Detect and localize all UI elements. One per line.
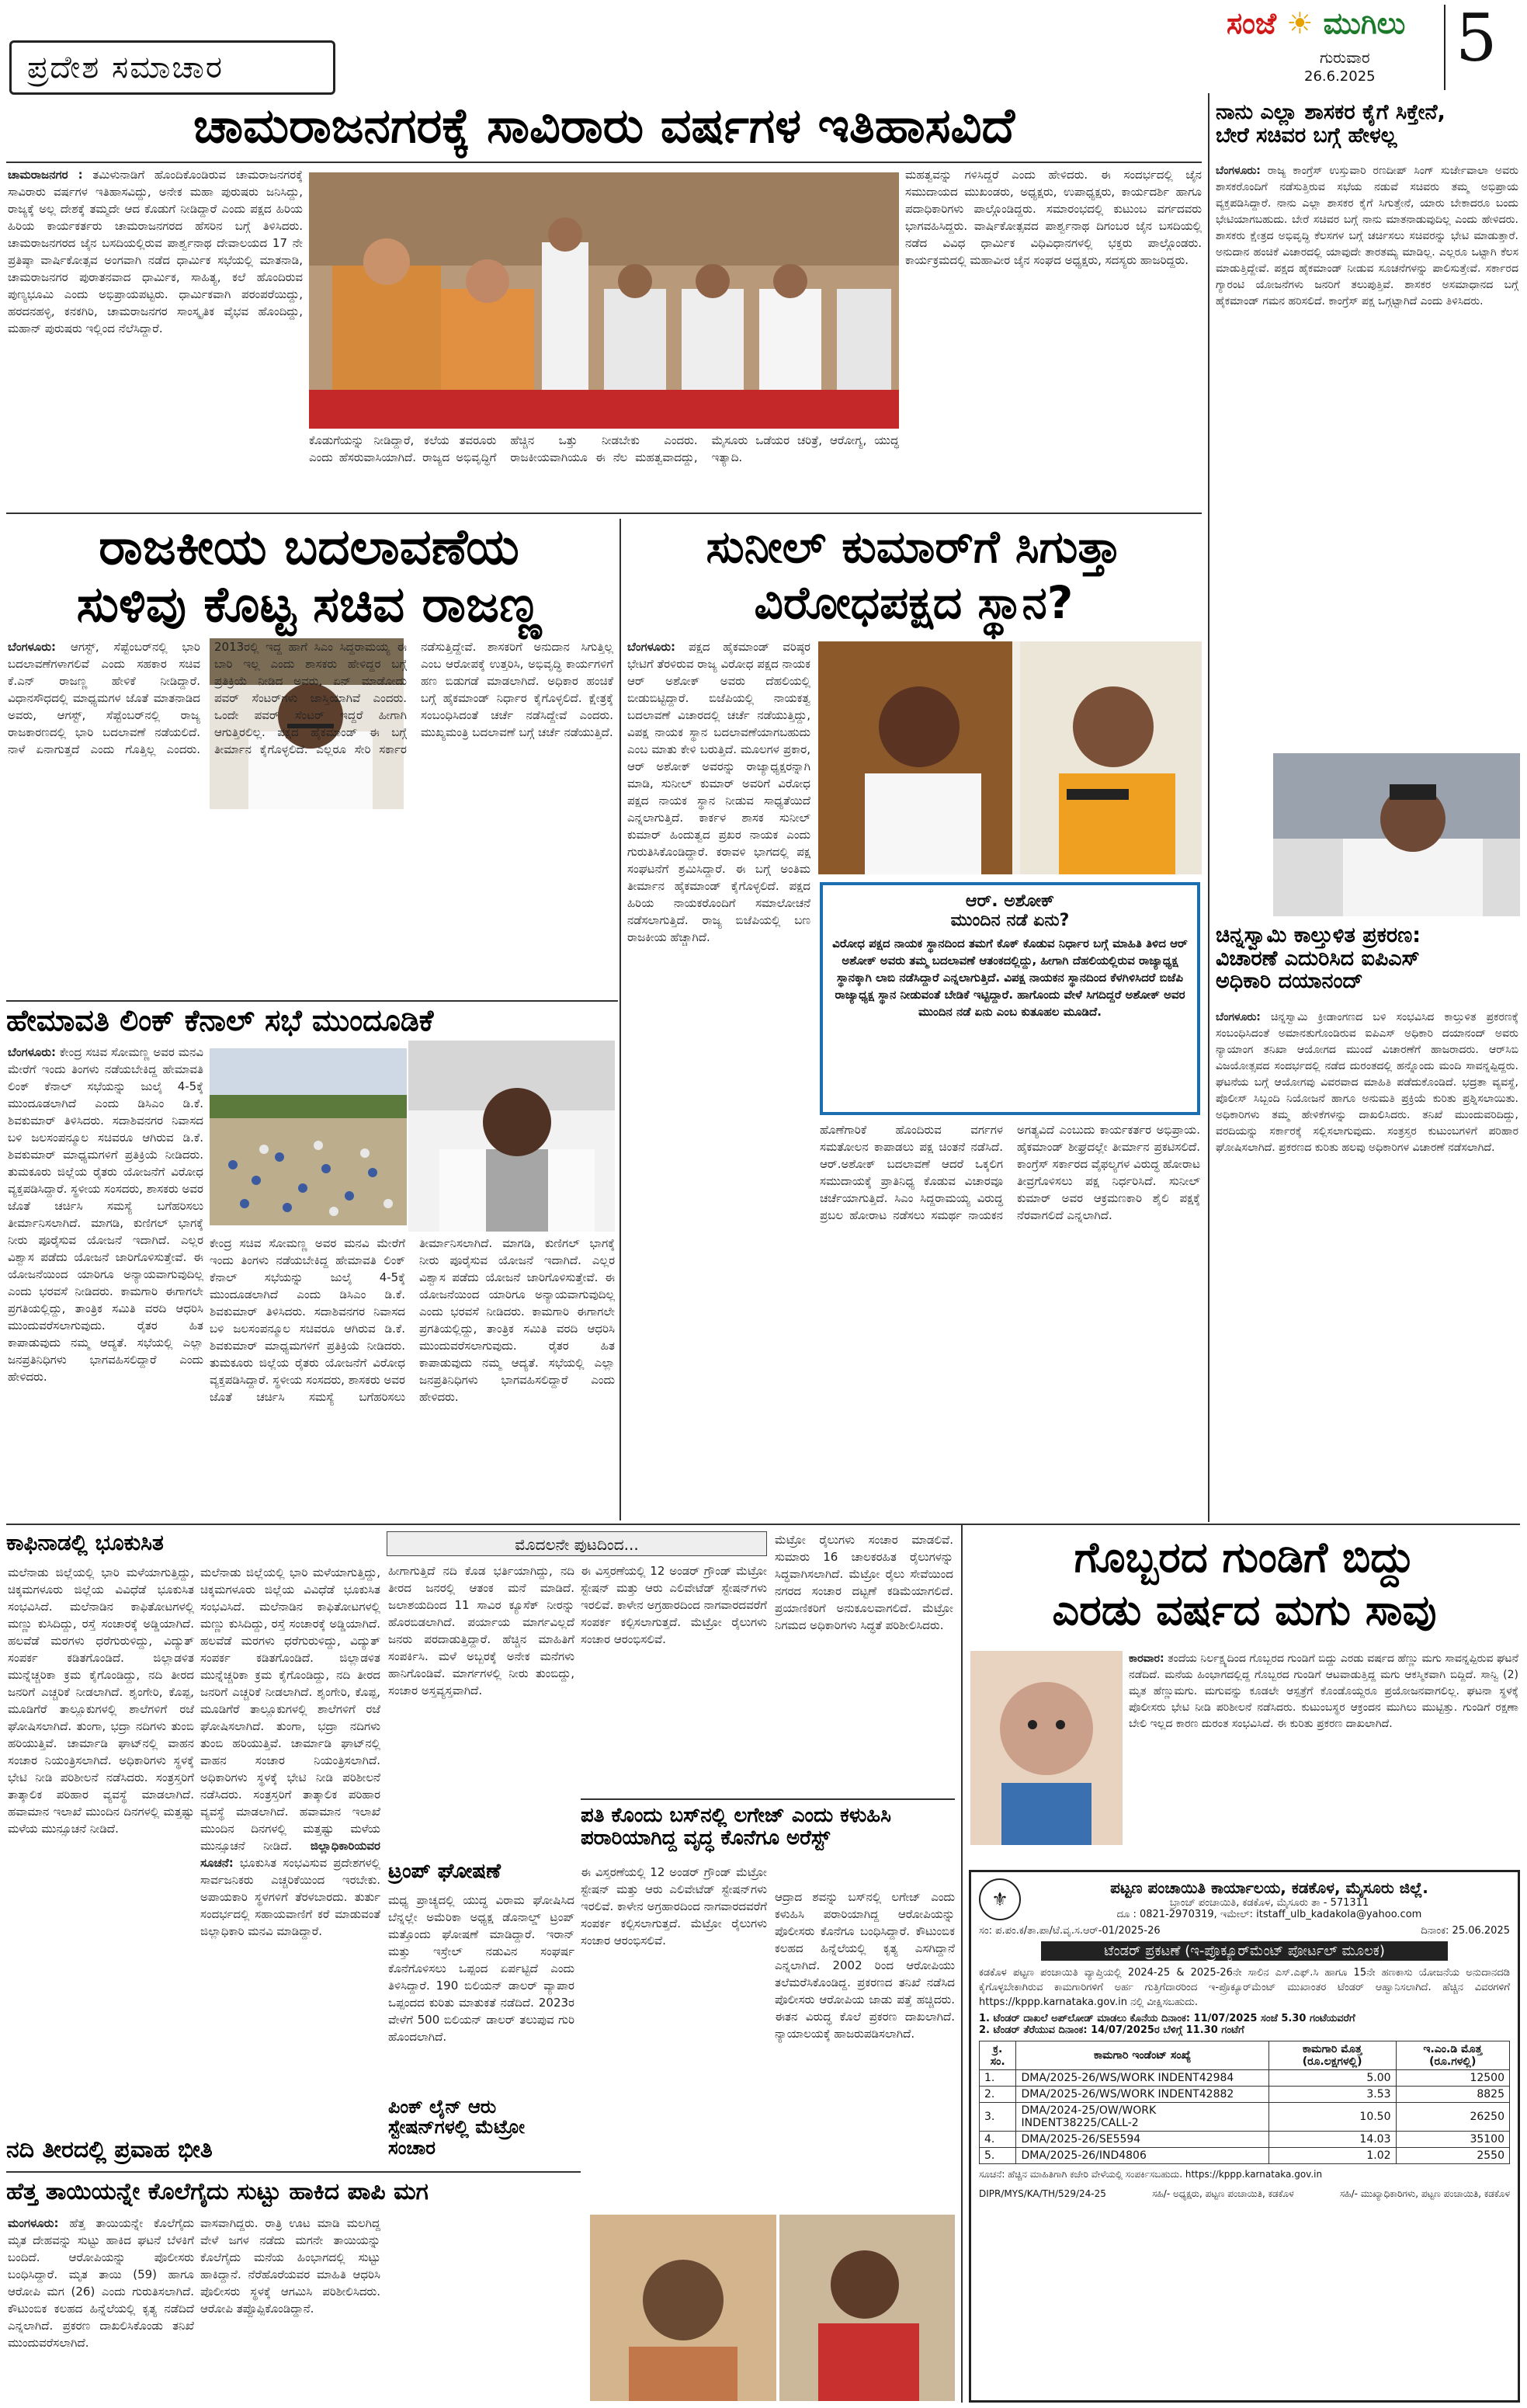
story1-col2: ಕೊಡುಗೆಯನ್ನು ನೀಡಿದ್ದಾರೆ, ಕಲೆಯ ತವರೂರು ಎಂದು ಹೆಸರುವಾಸಿಯಾಗಿದೆ. ರಾಜ್ಯದ ಅಭಿವೃದ್ಧಿಗೆ ಹೆಚ್ಚಿನ ಒತ್ತು ನೀಡಬೇಕು ಎಂದರು. ರಾಜಕೀಯವಾಗಿಯೂ ಈ ನೆಲ ಮಹತ್ವವಾದದ್ದು, ಮೈಸೂರು ಒಡೆಯರ ಚರಿತ್ರೆ, ಆರೋಗ್ಯ, ಯುದ್ಧ ಇತ್ಯಾದಿ.: [309, 433, 899, 464]
cell-serial: 3.: [980, 2103, 1016, 2132]
sun-icon: ☀: [1286, 6, 1314, 40]
cell-emd: 35100: [1396, 2132, 1509, 2148]
story2b-headline-line2: ವಿಚಾರಣೆ ಎದುರಿಸಿದ ಐಪಿಎಸ್: [1216, 946, 1420, 971]
photo-canal-crowd: [210, 1048, 407, 1225]
dateline: ಬೆಂಗಳೂರು:: [1216, 1011, 1261, 1023]
story6b-headline2: ಹೆತ್ತ ತಾಯಿಯನ್ನೇ ಕೊಲೆಗೈದು ಸುಟ್ಟು ಹಾಕಿದ ಪಾಪಿ ಮಗ: [6, 2178, 429, 2205]
continued-text3: ಈ ವಿಸ್ತರಣೆಯಲ್ಲಿ 12 ಅಂಡರ್ ಗ್ರೌಂಡ್ ಮೆಟ್ರೋ ಸ್ಟೇಷನ್ ಮತ್ತು ಆರು ಎಲಿವೇಟೆಡ್ ಸ್ಟೇಷನ್‌ಗಳು ಇರಲಿವೆ. ಕಾಳೇನ ಅಗ್ರಹಾರದಿಂದ ನಾಗವಾರದವರೆಗೆ ಸಂಪರ್ಕ ಕಲ್ಪಿಸಲಾಗುತ್ತದೆ. ಮೆಟ್ರೋ ರೈಲುಗಳು ಸಂಚಾರ ಆರಂಭಿಸಲಿವೆ.: [581, 1564, 767, 1646]
story1-col1: [8, 166, 303, 508]
photo-accused-man: [779, 2215, 955, 2401]
story6-headline: ಕಾಫಿನಾಡಲ್ಲಿ ಭೂಕುಸಿತ: [6, 1530, 164, 1555]
dateline: ಮಂಗಳೂರು:: [8, 2216, 59, 2230]
tender-deadline1: 1. ಟೆಂಡರ್ ದಾಖಲೆ ಅಪ್‌ಲೋಡ್ ಮಾಡಲು ಕೊನೆಯ ದಿನಾಂಕ: 11/07/2025 ಸಂಜೆ 5.30 ಗಂಟೆಯವರೆಗೆ: [979, 2013, 1355, 2024]
cell-indent: DMA/2024-25/OW/WORK INDENT38225/CALL-2: [1016, 2103, 1268, 2132]
divider: [581, 1798, 955, 1800]
story7-col-a: ಮೆಟ್ರೋ ರೈಲುಗಳು ಸಂಚಾರ ಮಾಡಲಿವೆ. ಸುಮಾರು 16 ಚಾಲಕರಹಿತ ರೈಲುಗಳನ್ನು ಸಿದ್ಧವಾಗಿಸಲಾಗಿದೆ. ಮೆಟ್ರೋ ರೈಲು ಸೇವೆಯಿಂದ ನಗರದ ಸಂಚಾರ ದಟ್ಟಣೆ ಕಡಿಮೆಯಾಗಲಿದೆ. ಪ್ರಯಾಣಿಕರಿಗೆ ಅನುಕೂಲವಾಗಲಿದೆ. ಮೆಟ್ರೋ ನಿಗಮದ ಅಧಿಕಾರಿಗಳು ಸಿದ್ಧತೆ ಪರಿಶೀಲಿಸಿದರು.: [775, 1533, 953, 1632]
story3-text: ಆಗಸ್ಟ್, ಸೆಪ್ಟೆಂಬರ್‌ನಲ್ಲಿ ಭಾರಿ ಬದಲಾವಣೆಗಳಾಗಲಿವೆ ಎಂದು ಸಹಕಾರ ಸಚಿವ ಕೆ.ಎನ್ ರಾಜಣ್ಣ ಹೇಳಿಕೆ ನೀಡಿದ್ದಾರೆ. ವಿಧಾನಸೌಧದಲ್ಲಿ ಮಾಧ್ಯಮಗಳ ಜೊತೆ ಮಾತನಾಡಿದ ಅವರು, ಆಗಸ್ಟ್, ಸೆಪ್ಟೆಂಬರ್‌ನಲ್ಲಿ ರಾಜ್ಯ ರಾಜಕಾರಣದಲ್ಲಿ ಭಾರಿ ಬದಲಾವಣೆ ನಡೆಯಲಿದೆ. ನಾಳೆ ಏನಾಗುತ್ತದೆ ಎಂದು ಗೊತ್ತಿಲ್ಲ ಎಂದರು. 2013ರಲ್ಲಿ ಇದ್ದ ಹಾಗೆ ಸಿಎಂ ಸಿದ್ದರಾಮಯ್ಯ ಈ ಬಾರಿ ಇಲ್ಲ ಎಂದು ಶಾಸಕರು ಹೇಳಿದ್ದರ ಬಗ್ಗೆ ಪ್ರತಿಕ್ರಿಯೆ ನೀಡಿದ ಅವರು, ಏನ್ ಮಾಡೋದು ಪವರ್ ಸೆಂಟರ್‌ಗಳು ಜಾಸ್ತಿಯಾಗಿವೆ ಎಂದರು. ಒಂದೇ ಪವರ್ ಸೆಂಟರ್ ಇದ್ದರೆ ಹೀಗಾಗಿ ಆಗುತ್ತಿರಲಿಲ್ಲ. ಪಕ್ಷದ ಹೈಕಮಾಂಡ್ ಈ ಬಗ್ಗೆ ತೀರ್ಮಾನ ಕೈಗೊಳ್ಳಲಿದೆ. ಎಲ್ಲರೂ ಸೇರಿ ಸರ್ಕಾರ ನಡೆಸುತ್ತಿದ್ದೇವೆ. ಶಾಸಕರಿಗೆ ಅನುದಾನ ಸಿಗುತ್ತಿಲ್ಲ ಎಂಬ ಆರೋಪಕ್ಕೆ ಉತ್ತರಿಸಿ, ಅಭಿವೃದ್ಧಿ ಕಾರ್ಯಗಳಿಗೆ ಹಣ ಬಿಡುಗಡೆ ಮಾಡಲಾಗಿದೆ. ಅಧಿಕಾರ ಹಂಚಿಕೆ ಬಗ್ಗೆ ಹೈಕಮಾಂಡ್ ನಿರ್ಧಾರ ಕೈಗೊಳ್ಳಲಿದೆ. ಕ್ಷೇತ್ರಕ್ಕೆ ಸಂಬಂಧಿಸಿದಂತೆ ಚರ್ಚೆ ನಡೆಸಿದ್ದೇವೆ ಎಂದರು. ಮುಖ್ಯಮಂತ್ರಿ ಬದಲಾವಣೆ ಬಗ್ಗೆ ಚರ್ಚೆ ನಡೆಯುತ್ತಿದೆ.: [8, 640, 613, 756]
cell-emd: 12500: [1396, 2070, 1509, 2087]
tender-title: [1041, 1941, 1448, 1961]
story6b-body-b: ವಾಸವಾಗಿದ್ದರು. ರಾತ್ರಿ ಊಟ ಮಾಡಿ ಮಲಗಿದ್ದ ವೇಳೆ ಜಗಳ ನಡೆದು ಮಗನೇ ತಾಯಿಯನ್ನು ಕೊಲೆಗೈದು ಮನೆಯ ಹಿಂಭಾಗದಲ್ಲಿ ಸುಟ್ಟು ಹಾಕಿದ್ದಾನೆ. ನೆರೆಹೊರೆಯವರ ಮಾಹಿತಿ ಆಧರಿಸಿ ಪೊಲೀಸರು ಸ್ಥಳಕ್ಕೆ ಆಗಮಿಸಿ ಪರಿಶೀಲಿಸಿದರು. ಆರೋಪಿ ತಪ್ಪೊಪ್ಪಿಕೊಂಡಿದ್ದಾನೆ.: [200, 2216, 380, 2316]
story2-text: ರಾಜ್ಯ ಕಾಂಗ್ರೆಸ್ ಉಸ್ತುವಾರಿ ರಣದೀಪ್ ಸಿಂಗ್ ಸುರ್ಜೇವಾಲಾ ಅವರು ಶಾಸಕರೊಂದಿಗೆ ನಡೆಸುತ್ತಿರುವ ಸಭೆಯ ನಡುವೆ ಸಚಿವರು ತಮ್ಮ ಅಭಿಪ್ರಾಯ ವ್ಯಕ್ತಪಡಿಸಿದ್ದಾರೆ. ನಾನು ಎಲ್ಲಾ ಶಾಸಕರ ಕೈಗೆ ಸಿಗುತ್ತೇನೆ, ಯಾರು ಬೇಕಾದರೂ ಬಂದು ಭೇಟಿಯಾಗಬಹುದು. ಬೇರೆ ಸಚಿವರ ಬಗ್ಗೆ ನಾನು ಮಾತನಾಡುವುದಿಲ್ಲ ಎಂದು ಹೇಳಿದರು. ಶಾಸಕರು ಕ್ಷೇತ್ರದ ಅಭಿವೃದ್ಧಿ ಕೆಲಸಗಳ ಬಗ್ಗೆ ಚರ್ಚಿಸಲು ಸಚಿವರನ್ನು ಭೇಟಿ ಮಾಡುತ್ತಾರೆ. ಅನುದಾನ ಹಂಚಿಕೆ ವಿಚಾರದಲ್ಲಿ ಯಾವುದೇ ತಾರತಮ್ಯ ಮಾಡಿಲ್ಲ. ಎಲ್ಲರೂ ಒಟ್ಟಾಗಿ ಕೆಲಸ ಮಾಡುತ್ತಿದ್ದೇವೆ. ಪಕ್ಷದ ಹೈಕಮಾಂಡ್ ನೀಡುವ ಸೂಚನೆಗಳನ್ನು ಪಾಲಿಸುತ್ತೇವೆ. ಸರ್ಕಾರದ ಗ್ಯಾರಂಟಿ ಯೋಜನೆಗಳು ಜನರಿಗೆ ತಲುಪುತ್ತಿವೆ. ಶಾಸಕರ ಅಸಮಾಧಾನದ ಬಗ್ಗೆ ಹೈಕಮಾಂಡ್ ಗಮನ ಹರಿಸಲಿದೆ. ಕಾಂಗ್ರೆಸ್ ಪಕ್ಷ ಒಗ್ಗಟ್ಟಾಗಿದೆ ಎಂದು ತಿಳಿಸಿದರು.: [1216, 165, 1518, 308]
story6-text-b: ಮಲೆನಾಡು ಜಿಲ್ಲೆಯಲ್ಲಿ ಭಾರಿ ಮಳೆಯಾಗುತ್ತಿದ್ದು, ಚಿಕ್ಕಮಗಳೂರು ಜಿಲ್ಲೆಯ ವಿವಿಧೆಡೆ ಭೂಕುಸಿತ ಸಂಭವಿಸಿದೆ. ಮಲೆನಾಡಿನ ಕಾಫಿತೋಟಗಳಲ್ಲಿ ಮಣ್ಣು ಕುಸಿದಿದ್ದು, ರಸ್ತೆ ಸಂಚಾರಕ್ಕೆ ಅಡ್ಡಿಯಾಗಿದೆ. ಹಲವೆಡೆ ಮರಗಳು ಧರೆಗುರುಳಿದ್ದು, ವಿದ್ಯುತ್ ಸಂಪರ್ಕ ಕಡಿತಗೊಂಡಿದೆ. ಜಿಲ್ಲಾಡಳಿತ ಮುನ್ನೆಚ್ಚರಿಕಾ ಕ್ರಮ ಕೈಗೊಂಡಿದ್ದು, ನದಿ ತೀರದ ಜನರಿಗೆ ಎಚ್ಚರಿಕೆ ನೀಡಲಾಗಿದೆ. ಶೃಂಗೇರಿ, ಕೊಪ್ಪ, ಮೂಡಿಗೆರೆ ತಾಲ್ಲೂಕುಗಳಲ್ಲಿ ಶಾಲೆಗಳಿಗೆ ರಜೆ ಘೋಷಿಸಲಾಗಿದೆ. ತುಂಗಾ, ಭದ್ರಾ ನದಿಗಳು ತುಂಬಿ ಹರಿಯುತ್ತಿವೆ. ಚಾರ್ಮಾಡಿ ಘಾಟ್‌ನಲ್ಲಿ ವಾಹನ ಸಂಚಾರ ನಿಯಂತ್ರಿಸಲಾಗಿದೆ. ಅಧಿಕಾರಿಗಳು ಸ್ಥಳಕ್ಕೆ ಭೇಟಿ ನೀಡಿ ಪರಿಶೀಲನೆ ನಡೆಸಿದರು. ಸಂತ್ರಸ್ತರಿಗೆ ತಾತ್ಕಾಲಿಕ ಪರಿಹಾರ ವ್ಯವಸ್ಥೆ ಮಾಡಲಾಗಿದೆ. ಹವಾಮಾನ ಇಲಾಖೆ ಮುಂದಿನ ದಿನಗಳಲ್ಲಿ ಮತ್ತಷ್ಟು ಮಳೆಯ ಮುನ್ಸೂಚನೆ ನೀಡಿದೆ.: [200, 1565, 380, 1853]
continued-body: ಹೀಗಾಗುತ್ತಿದೆ ನದಿ ಕೊಡ ಭರ್ತಿಯಾಗಿದ್ದು, ನದಿ ತೀರದ ಜನರಲ್ಲಿ ಆತಂಕ ಮನೆ ಮಾಡಿದೆ. ಜಲಾಶಯದಿಂದ 11 ಸಾವಿರ ಕ್ಯೂಸೆಕ್ ನೀರನ್ನು ಹೊರಬಿಡಲಾಗಿದೆ. ಪರ್ಯಾಯ ಮಾರ್ಗವಿಲ್ಲದೆ ಜನರು ಪರದಾಡುತ್ತಿದ್ದಾರೆ. ಹೆಚ್ಚಿನ ಮಾಹಿತಿಗೆ ಸಂಪರ್ಕಿಸಿ. ಮಳೆ ಅಬ್ಬರಕ್ಕೆ ಅನೇಕ ಮನೆಗಳು ಹಾನಿಗೊಂಡಿವೆ. ಮಾರ್ಗಗಳಲ್ಲಿ ನೀರು ತುಂಬಿದ್ದು, ಸಂಚಾರ ಅಸ್ತವ್ಯಸ್ತವಾಗಿದೆ.: [388, 1564, 574, 1697]
metro-headline: ಪಿಂಕ್ ಲೈನ್ ಆರು ಸ್ಟೇಷನ್‌ಗಳಲ್ಲಿ ಮೆಟ್ರೋ ಸಂಚಾರ: [388, 2096, 526, 2159]
story2b-headline-line1: ಚಿನ್ನಸ್ವಾಮಿ ಕಾಲ್ತುಳಿತ ಪ್ರಕರಣ:: [1216, 923, 1421, 947]
tender-date: ದಿನಾಂಕ: 25.06.2025: [1421, 1925, 1510, 1937]
divider: [6, 162, 1202, 163]
table-row: [980, 2148, 1510, 2164]
cell-serial: 2.: [980, 2087, 1016, 2103]
box-title-line2: ಮುಂದಿನ ನಡೆ ಏನು?: [950, 911, 1070, 930]
story4-text: ಪಕ್ಷದ ಹೈಕಮಾಂಡ್ ವರಿಷ್ಠರ ಭೇಟಿಗೆ ತೆರಳಿರುವ ರಾಜ್ಯ ವಿರೋಧ ಪಕ್ಷದ ನಾಯಕ ಆರ್ ಅಶೋಕ್ ಅವರು ದೆಹಲಿಯಲ್ಲಿ ಬೀಡುಬಿಟ್ಟಿದ್ದಾರೆ. ಬಿಜೆಪಿಯಲ್ಲಿ ನಾಯಕತ್ವ ಬದಲಾವಣೆ ವಿಚಾರದಲ್ಲಿ ಚರ್ಚೆ ನಡೆಯುತ್ತಿದ್ದು, ವಿಪಕ್ಷ ನಾಯಕ ಸ್ಥಾನ ಬದಲಾವಣೆಯಾಗಬಹುದು ಎಂಬ ಮಾತು ಕೇಳಿ ಬರುತ್ತಿದೆ. ಮೂಲಗಳ ಪ್ರಕಾರ, ಆರ್ ಅಶೋಕ್ ಅವರನ್ನು ರಾಜ್ಯಾಧ್ಯಕ್ಷರನ್ನಾಗಿ ಮಾಡಿ, ಸುನೀಲ್ ಕುಮಾರ್ ಅವರಿಗೆ ವಿರೋಧ ಪಕ್ಷದ ನಾಯಕ ಸ್ಥಾನ ನೀಡುವ ಸಾಧ್ಯತೆಯಿದೆ ಎನ್ನಲಾಗುತ್ತಿದೆ. ಕಾರ್ಕಳ ಶಾಸಕ ಸುನೀಲ್ ಕುಮಾರ್ ಹಿಂದುತ್ವದ ಪ್ರಖರ ನಾಯಕ ಎಂದು ಗುರುತಿಸಿಕೊಂಡಿದ್ದಾರೆ. ಕರಾವಳಿ ಭಾಗದಲ್ಲಿ ಪಕ್ಷ ಸಂಘಟನೆಗೆ ಶ್ರಮಿಸಿದ್ದಾರೆ. ಈ ಬಗ್ಗೆ ಅಂತಿಮ ತೀರ್ಮಾನ ಹೈಕಮಾಂಡ್ ಕೈಗೊಳ್ಳಲಿದೆ. ಪಕ್ಷದ ಹಿರಿಯ ನಾಯಕರೊಂದಿಗೆ ಸಮಾಲೋಚನೆ ನಡೆಸಲಾಗುತ್ತಿದೆ. ರಾಜ್ಯ ಬಿಜೆಪಿಯಲ್ಲಿ ಬಣ ರಾಜಕೀಯ ಹೆಚ್ಚಾಗಿದೆ.: [627, 640, 810, 944]
tender-ref: ಸಂ: ಪ.ಪಂ.ಕ/ತಾ.ಪಾ/ಟೆ.ವೃ.ಸ.ಆರ್-01/2025-26: [979, 1925, 1161, 1937]
story7-headline: ಪತಿ ಕೊಂದು ಬಸ್‌ನಲ್ಲಿ ಲಗೇಜ್ ಎಂದು ಕಳುಹಿಸಿ ಪರಾರಿಯಾಗಿದ್ದ ವೃದ್ಧ ಕೊನೆಗೂ ಅರೆಸ್ಟ್: [581, 1804, 891, 1850]
cell-serial: 1.: [980, 2070, 1016, 2087]
story6b-headline: ನದಿ ತೀರದಲ್ಲಿ ಪ್ರವಾಹ ಭೀತಿ: [6, 2136, 213, 2163]
story8-headline-line2: ಎರಡು ವರ್ಷದ ಮಗು ಸಾವು: [1052, 1586, 1437, 1635]
dateline: ಬೆಂಗಳೂರು:: [8, 640, 57, 654]
photo-ashok-sunil: [818, 641, 1202, 874]
story6b-text: ಹೆತ್ತ ತಾಯಿಯನ್ನೇ ಕೊಲೆಗೈದು ಮೃತ ದೇಹವನ್ನು ಸುಟ್ಟು ಹಾಕಿದ ಘಟನೆ ಬೆಳಕಿಗೆ ಬಂದಿದೆ. ಆರೋಪಿಯನ್ನು ಪೊಲೀಸರು ಬಂಧಿಸಿದ್ದಾರೆ. ಮೃತ ತಾಯಿ (59) ಹಾಗೂ ಆರೋಪಿ ಮಗ (26) ಎಂದು ಗುರುತಿಸಲಾಗಿದೆ. ಕೌಟುಂಬಿಕ ಕಲಹದ ಹಿನ್ನೆಲೆಯಲ್ಲಿ ಕೃತ್ಯ ನಡೆದಿದೆ ಎನ್ನಲಾಗಿದೆ. ಪ್ರಕರಣ ದಾಖಲಿಸಿಕೊಂಡು ತನಿಖೆ ಮುಂದುವರೆಸಲಾಗಿದೆ.: [8, 2216, 194, 2350]
table-row: [980, 2070, 1510, 2087]
photo-dk-shivakumar: [408, 1041, 615, 1232]
masthead-divider: [1444, 5, 1445, 90]
story2b-headline: [1216, 924, 1518, 993]
cell-indent: DMA/2025-26/SE5594: [1016, 2132, 1268, 2148]
brand-part2: ಮುಗಿಲು: [1323, 6, 1406, 40]
divider: [961, 1525, 963, 2403]
tender-deadline2: 2. ಟೆಂಡರ್ ತೆರೆಯುವ ದಿನಾಂಕ: 14/07/2025ರ ಬೆಳಿಗ್ಗೆ 11.30 ಗಂಟೆಗೆ: [979, 2024, 1244, 2036]
dateline: ಕಾರವಾರ:: [1129, 1652, 1164, 1665]
tender-sign2: ಸಹಿ/- ಮುಖ್ಯಾಧಿಕಾರಿಗಳು, ಪಟ್ಟಣ ಪಂಚಾಯಿತಿ, ಕಡಕೊಳ: [1340, 2188, 1510, 2199]
story3-headline: [6, 519, 612, 634]
divider: [6, 2171, 581, 2173]
tender-sign1: ಸಹಿ/- ಅಧ್ಯಕ್ಷರು, ಪಟ್ಟಣ ಪಂಚಾಯಿತಿ, ಕಡಕೊಳ: [1152, 2188, 1294, 2199]
tender-office: ಪಟ್ಟಣ ಪಂಚಾಯಿತಿ ಕಾರ್ಯಾಲಯ, ಕಡಕೊಳ, ಮೈಸೂರು ಜಿಲ್ಲೆ.: [1110, 1878, 1428, 1897]
table-row: [980, 2132, 1510, 2148]
cell-indent: DMA/2025-26/WS/WORK INDENT42882: [1016, 2087, 1268, 2103]
table-row: [980, 2087, 1510, 2103]
tender-table-header: [980, 2041, 1510, 2070]
cell-amount: 1.02: [1268, 2148, 1396, 2164]
divider: [6, 1000, 618, 1002]
divider: [6, 513, 1202, 514]
continued-label: ಮೊದಲನೇ ಪುಟದಿಂದ...: [387, 1531, 767, 1556]
col-indent: ಕಾಮಗಾರಿ ಇಂಡೆಂಟ್ ಸಂಖ್ಯೆ: [1016, 2041, 1268, 2070]
cell-indent: DMA/2025-26/WS/WORK INDENT42984: [1016, 2070, 1268, 2087]
col-amount: ಕಾಮಗಾರಿ ಮೊತ್ತ (ರೂ.ಲಕ್ಷಗಳಲ್ಲಿ): [1268, 2041, 1396, 2070]
story1-col3: ಮಹತ್ವವನ್ನು ಗಳಿಸಿದ್ದರೆ ಎಂದು ಹೇಳಿದರು. ಈ ಸಂದರ್ಭದಲ್ಲಿ ಜೈನ ಸಮುದಾಯದ ಮುಖಂಡರು, ಅಧ್ಯಕ್ಷರು, ಉಪಾಧ್ಯಕ್ಷರು, ಕಾರ್ಯದರ್ಶಿ ಹಾಗೂ ಪದಾಧಿಕಾರಿಗಳು ಪಾಲ್ಗೊಂಡಿದ್ದರು. ಸಮಾರಂಭದಲ್ಲಿ ಕುಟುಂಬ ವರ್ಗದವರು ಭಾಗವಹಿಸಿದ್ದರು. ವಾರ್ಷಿಕೋತ್ಸವದ ಪಾರ್ಶ್ವನಾಥ ದಿಗಂಬರ ಜೈನ ಬಸದಿಯಲ್ಲಿ ನಡೆದ ವಿವಿಧ ಧಾರ್ಮಿಕ ವಿಧಿವಿಧಾನಗಳಲ್ಲಿ ಭಕ್ತರು ಪಾಲ್ಗೊಂಡರು. ಕಾರ್ಯಕ್ರಮದಲ್ಲಿ ಮಹಾವೀರ ಜೈನ ಸಂಘದ ಅಧ್ಯಕ್ಷರು, ಸದಸ್ಯರು ಹಾಜರಿದ್ದರು.: [905, 168, 1202, 267]
cell-amount: 5.00: [1268, 2070, 1396, 2087]
divider: [6, 1524, 1520, 1525]
story4-headline-line1: ಸುನೀಲ್ ಕುಮಾರ್‌ಗೆ ಸಿಗುತ್ತಾ: [706, 520, 1122, 573]
story1-text: ತಮಿಳುನಾಡಿಗೆ ಹೊಂದಿಕೊಂಡಿರುವ ಚಾಮರಾಜನಗರಕ್ಕೆ ಸಾವಿರಾರು ವರ್ಷಗಳ ಇತಿಹಾಸವಿದ್ದು, ಅನೇಕ ಮಹಾ ಪುರುಷರು ಜನಿಸಿದ್ದು, ರಾಜ್ಯಕ್ಕೆ ಅಲ್ಲ ದೇಶಕ್ಕೆ ತಮ್ಮದೇ ಆದ ಕೊಡುಗೆ ನೀಡಿದ್ದಾರೆ ಎಂದು ಪಕ್ಷದ ಹಿರಿಯ ಹಿರಿಯ ಕಾರ್ಯಕರ್ತರು ಚಾಮರಾಜನಗರದ ಹೆಸರಿನ ಬಗ್ಗೆ ತಿಳಿಸಿದರು. ಚಾಮರಾಜನಗರದ ಜೈನ ಬಸದಿಯಲ್ಲಿರುವ ಪಾರ್ಶ್ವನಾಥ ದೇವಾಲಯದ 17 ನೇ ಪ್ರತಿಷ್ಠಾ ವಾರ್ಷಿಕೋತ್ಸವ ಅಂಗವಾಗಿ ನಡೆದ ಧಾರ್ಮಿಕ ಸಭೆಯಲ್ಲಿ ಮಾತನಾಡಿ, ಚಾಮರಾಜನಗರ ಪುರಾತನವಾದ ಧಾರ್ಮಿಕ, ಸಾಹಿತ್ಯ, ಕಲೆ ಹೊಂದಿರುವ ಪುಣ್ಯಭೂಮಿ ಎಂದು ಅಭಿಪ್ರಾಯಪಟ್ಟರು. ಧಾರ್ಮಿಕವಾಗಿ ಪರಂಪರೆಯಿದ್ದು, ಹರದನಹಳ್ಳಿ, ಕನಕಗಿರಿ, ಚಾಮರಾಜನಗರ ಸಾಂಸ್ಕೃತಿಕ ವೈಭವ ಹೊಂದಿದ್ದು, ಮಹಾನ್ ಪುರುಷರು ಇಲ್ಲಿಂದ ನೆಲೆಸಿದ್ದಾರೆ.: [8, 168, 303, 335]
story2b-body: [1216, 1009, 1518, 1522]
tender-footnote: ಸೂಚನೆ: ಹೆಚ್ಚಿನ ಮಾಹಿತಿಗಾಗಿ ಕಚೇರಿ ವೇಳೆಯಲ್ಲಿ ಸಂಪರ್ಕಿಸಬಹುದು. https://kppp.karnataka.gov.in: [979, 2169, 1323, 2180]
section-label: ಪ್ರದೇಶ ಸಮಾಚಾರ: [9, 40, 335, 95]
box-text: ವಿರೋಧ ಪಕ್ಷದ ನಾಯಕ ಸ್ಥಾನದಿಂದ ತಮಗೆ ಕೊಕ್ ಕೊಡುವ ನಿರ್ಧಾರ ಬಗ್ಗೆ ಮಾಹಿತಿ ತಿಳಿದ ಆರ್ ಅಶೋಕ್ ಅವರು ತಮ್ಮ ಬದಲಾವಣೆ ಆತಂಕದಲ್ಲಿದ್ದು, ಹೀಗಾಗಿ ದೆಹಲಿಯಲ್ಲಿರುವ ರಾಜ್ಯಾಧ್ಯಕ್ಷ ಸ್ಥಾನಕ್ಕಾಗಿ ಲಾಬಿ ನಡೆಸಿದ್ದಾರೆ ಎನ್ನಲಾಗುತ್ತಿದೆ. ವಿಪಕ್ಷ ನಾಯಕನ ಸ್ಥಾನದಿಂದ ಕೆಳಗಿಳಿಸಿದರೆ ಬಿಜೆಪಿ ರಾಜ್ಯಾಧ್ಯಕ್ಷ ಸ್ಥಾನ ನೀಡುವಂತೆ ಬೇಡಿಕೆ ಇಟ್ಟಿದ್ದಾರೆ. ಹಾಗೊಂದು ವೇಳೆ ಸಿಗದಿದ್ದರೆ ಅಶೋಕ್ ಅವರ ಮುಂದಿನ ನಡೆ ಏನು ಎಂಬ ಕುತೂಹಲ ಮೂಡಿದೆ.: [832, 936, 1188, 1019]
photo-religious-meeting: [309, 172, 899, 429]
tender-address: ಬ್ರಾಂಚ್ ಪಂಚಾಯಿತಿ, ಕಡಕೊಳ, ಮೈಸೂರು ತಾ - 571311: [1169, 1897, 1369, 1909]
dateline: ಚಾಮರಾಜನಗರ :: [8, 168, 83, 182]
story5-headline: ಹೇಮಾವತಿ ಲಿಂಕ್ ಕೆನಾಲ್ ಸಭೆ ಮುಂದೂಡಿಕೆ: [6, 1003, 434, 1037]
sub-text: ಭೂಕುಸಿತ ಸಂಭವಿಸುವ ಪ್ರದೇಶಗಳಲ್ಲಿ ಸಾರ್ವಜನಿಕರು ಎಚ್ಚರಿಕೆಯಿಂದ ಇರಬೇಕು. ಅಪಾಯಕಾರಿ ಸ್ಥಳಗಳಿಗೆ ತೆರಳಬಾರದು. ತುರ್ತು ಸಂದರ್ಭದಲ್ಲಿ ಸಹಾಯವಾಣಿಗೆ ಕರೆ ಮಾಡುವಂತೆ ಜಿಲ್ಲಾಧಿಕಾರಿ ಮನವಿ ಮಾಡಿದ್ದಾರೆ.: [200, 1856, 380, 1938]
photo-accused-woman: [590, 2215, 776, 2401]
tender-table: [979, 2041, 1510, 2164]
issue-day: ಗುರುವಾರ: [1320, 48, 1370, 67]
story5-text: ಕೇಂದ್ರ ಸಚಿವ ಸೋಮಣ್ಣ ಅವರ ಮನವಿ ಮೇರೆಗೆ ಇಂದು ತಿಂಗಳು ನಡೆಯಬೇಕಿದ್ದ ಹೇಮಾವತಿ ಲಿಂಕ್ ಕೆನಾಲ್ ಸಭೆಯನ್ನು ಜುಲೈ 4-5ಕ್ಕೆ ಮುಂದೂಡಲಾಗಿದೆ ಎಂದು ಡಿಸಿಎಂ ಡಿ.ಕೆ. ಶಿವಕುಮಾರ್ ತಿಳಿಸಿದರು. ಸದಾಶಿವನಗರ ನಿವಾಸದ ಬಳಿ ಜಲಸಂಪನ್ಮೂಲ ಸಚಿವರೂ ಆಗಿರುವ ಡಿ.ಕೆ. ಶಿವಕುಮಾರ್ ಮಾಧ್ಯಮಗಳಿಗೆ ಪ್ರತಿಕ್ರಿಯೆ ನೀಡಿದರು. ತುಮಕೂರು ಜಿಲ್ಲೆಯ ರೈತರು ಯೋಜನೆಗೆ ವಿರೋಧ ವ್ಯಕ್ತಪಡಿಸಿದ್ದಾರೆ. ಸ್ಥಳೀಯ ಸಂಸದರು, ಶಾಸಕರು ಅವರ ಜೊತೆ ಚರ್ಚಿಸಿ ಸಮಸ್ಯೆ ಬಗೆಹರಿಸಲು ತೀರ್ಮಾನಿಸಲಾಗಿದೆ. ಮಾಗಡಿ, ಕುಣಿಗಲ್ ಭಾಗಕ್ಕೆ ನೀರು ಪೂರೈಸುವ ಯೋಜನೆ ಇದಾಗಿದೆ. ಎಲ್ಲರ ವಿಶ್ವಾಸ ಪಡೆದು ಯೋಜನೆ ಜಾರಿಗೊಳಿಸುತ್ತೇವೆ. ಈ ಯೋಜನೆಯಿಂದ ಯಾರಿಗೂ ಅನ್ಯಾಯವಾಗುವುದಿಲ್ಲ ಎಂದು ಭರವಸೆ ನೀಡಿದರು. ಕಾಮಗಾರಿ ಈಗಾಗಲೇ ಪ್ರಗತಿಯಲ್ಲಿದ್ದು, ತಾಂತ್ರಿಕ ಸಮಿತಿ ವರದಿ ಆಧರಿಸಿ ಮುಂದುವರೆಸಲಾಗುವುದು. ರೈತರ ಹಿತ ಕಾಪಾಡುವುದು ನಮ್ಮ ಆದ್ಯತೆ. ಸಭೆಯಲ್ಲಿ ಎಲ್ಲಾ ಜನಪ್ರತಿನಿಧಿಗಳು ಭಾಗವಹಿಸಲಿದ್ದಾರೆ ಎಂದು ಹೇಳಿದರು.: [8, 1045, 203, 1384]
cell-serial: 4.: [980, 2132, 1016, 2148]
story4-body-continued: ಹೊಣೆಗಾರಿಕೆ ಹೊಂದಿರುವ ವರ್ಗಗಳ ಸಮತೋಲನ ಕಾಪಾಡಲು ಪಕ್ಷ ಚಿಂತನೆ ನಡೆಸಿದೆ. ಆರ್.ಅಶೋಕ್ ಬದಲಾವಣೆ ಆದರೆ ಒಕ್ಕಲಿಗ ಸಮುದಾಯಕ್ಕೆ ಪ್ರಾತಿನಿಧ್ಯ ಕೊಡುವ ವಿಚಾರವೂ ಚರ್ಚೆಯಾಗುತ್ತಿದೆ. ಸಿಎಂ ಸಿದ್ದರಾಮಯ್ಯ ವಿರುದ್ಧ ಪ್ರಬಲ ಹೋರಾಟ ನಡೆಸಲು ಸಮರ್ಥ ನಾಯಕನ ಅಗತ್ಯವಿದೆ ಎಂಬುದು ಕಾರ್ಯಕರ್ತರ ಅಭಿಪ್ರಾಯ. ಹೈಕಮಾಂಡ್ ಶೀಘ್ರದಲ್ಲೇ ತೀರ್ಮಾನ ಪ್ರಕಟಿಸಲಿದೆ. ಕಾಂಗ್ರೆಸ್ ಸರ್ಕಾರದ ವೈಫಲ್ಯಗಳ ವಿರುದ್ಧ ಹೋರಾಟ ತೀವ್ರಗೊಳಿಸಲು ಪಕ್ಷ ನಿರ್ಧರಿಸಿದೆ. ಸುನೀಲ್ ಕುಮಾರ್ ಅವರ ಆಕ್ರಮಣಕಾರಿ ಶೈಲಿ ಪಕ್ಷಕ್ಕೆ ನೆರವಾಗಲಿದೆ ಎನ್ನಲಾಗಿದೆ.: [820, 1123, 1200, 1222]
ashok-next-move-box: [820, 882, 1200, 1115]
col-serial: ಕ್ರ. ಸಂ.: [980, 2041, 1016, 2070]
story4-headline-line2: ವಿರೋಧಪಕ್ಷದ ಸ್ಥಾನ?: [754, 576, 1074, 629]
story8-body: [1129, 1651, 1518, 1861]
tender-code: DIPR/MYS/KA/TH/529/24-25: [979, 2188, 1106, 2199]
story7-body: ಆದ್ರಾದ ಶವನ್ನು ಬಸ್‌ನಲ್ಲಿ ಲಗೇಜ್ ಎಂದು ಕಳುಹಿಸಿ ಪರಾರಿಯಾಗಿದ್ದ ಆರೋಪಿಯನ್ನು ಪೊಲೀಸರು ಕೊನೆಗೂ ಬಂಧಿಸಿದ್ದಾರೆ. ಕೌಟುಂಬಿಕ ಕಲಹದ ಹಿನ್ನೆಲೆಯಲ್ಲಿ ಕೃತ್ಯ ಎಸಗಿದ್ದಾನೆ ಎನ್ನಲಾಗಿದೆ. 2002 ರಿಂದ ಆರೋಪಿಯು ತಲೆಮರೆಸಿಕೊಂಡಿದ್ದ. ಪ್ರಕರಣದ ತನಿಖೆ ನಡೆಸಿದ ಪೊಲೀಸರು ಆರೋಪಿಯ ಜಾಡು ಪತ್ತೆ ಹಚ್ಚಿದರು. ಈತನ ವಿರುದ್ಧ ಕೊಲೆ ಪ್ರಕರಣ ದಾಖಲಾಗಿದೆ. ನ್ಯಾಯಾಲಯಕ್ಕೆ ಹಾಜರುಪಡಿಸಲಾಗಿದೆ.: [775, 1890, 955, 2041]
story2-headline-line2: ಬೇರೆ ಸಚಿವರ ಬಗ್ಗೆ ಹೇಳಲ್ಲ: [1216, 123, 1397, 148]
photo-minister: [1273, 753, 1520, 916]
cell-serial: 5.: [980, 2148, 1016, 2164]
story2-body: [1216, 163, 1518, 745]
story3-headline-line2: ಸುಳಿವು ಕೊಟ್ಟ ಸಚಿವ ರಾಜಣ್ಣ: [76, 576, 542, 634]
tender-body: ಕಡಕೊಳ ಪಟ್ಟಣ ಪಂಚಾಯಿತಿ ವ್ಯಾಪ್ತಿಯಲ್ಲಿ 2024-25 & 2025-26ನೇ ಸಾಲಿನ ಎಸ್.ಎಫ್.ಸಿ ಹಾಗೂ 15ನೇ ಹಣಕಾಸು ಯೋಜನೆಯ ಅನುದಾನದಡಿ ಕೈಗೊಳ್ಳಬೇಕಾಗಿರುವ ಕಾಮಗಾರಿಗಳಿಗೆ ಅರ್ಹ ಗುತ್ತಿಗೆದಾರರಿಂದ ಇ-ಪ್ರೊಕ್ಯೂರ್‌ಮೆಂಟ್ ಮುಖಾಂತರ ಟೆಂಡರ್ ಆಹ್ವಾನಿಸಲಾಗಿದೆ. ಹೆಚ್ಚಿನ ವಿವರಗಳಿಗೆ https://kppp.karnataka.gov.in ನಲ್ಲಿ ವೀಕ್ಷಿಸಬಹುದು.: [979, 1967, 1510, 2008]
table-row: [980, 2103, 1510, 2132]
story5-body-continued: ಕೇಂದ್ರ ಸಚಿವ ಸೋಮಣ್ಣ ಅವರ ಮನವಿ ಮೇರೆಗೆ ಇಂದು ತಿಂಗಳು ನಡೆಯಬೇಕಿದ್ದ ಹೇಮಾವತಿ ಲಿಂಕ್ ಕೆನಾಲ್ ಸಭೆಯನ್ನು ಜುಲೈ 4-5ಕ್ಕೆ ಮುಂದೂಡಲಾಗಿದೆ ಎಂದು ಡಿಸಿಎಂ ಡಿ.ಕೆ. ಶಿವಕುಮಾರ್ ತಿಳಿಸಿದರು. ಸದಾಶಿವನಗರ ನಿವಾಸದ ಬಳಿ ಜಲಸಂಪನ್ಮೂಲ ಸಚಿವರೂ ಆಗಿರುವ ಡಿ.ಕೆ. ಶಿವಕುಮಾರ್ ಮಾಧ್ಯಮಗಳಿಗೆ ಪ್ರತಿಕ್ರಿಯೆ ನೀಡಿದರು. ತುಮಕೂರು ಜಿಲ್ಲೆಯ ರೈತರು ಯೋಜನೆಗೆ ವಿರೋಧ ವ್ಯಕ್ತಪಡಿಸಿದ್ದಾರೆ. ಸ್ಥಳೀಯ ಸಂಸದರು, ಶಾಸಕರು ಅವರ ಜೊತೆ ಚರ್ಚಿಸಿ ಸಮಸ್ಯೆ ಬಗೆಹರಿಸಲು ತೀರ್ಮಾನಿಸಲಾಗಿದೆ. ಮಾಗಡಿ, ಕುಣಿಗಲ್ ಭಾಗಕ್ಕೆ ನೀರು ಪೂರೈಸುವ ಯೋಜನೆ ಇದಾಗಿದೆ. ಎಲ್ಲರ ವಿಶ್ವಾಸ ಪಡೆದು ಯೋಜನೆ ಜಾರಿಗೊಳಿಸುತ್ತೇವೆ. ಈ ಯೋಜನೆಯಿಂದ ಯಾರಿಗೂ ಅನ್ಯಾಯವಾಗುವುದಿಲ್ಲ ಎಂದು ಭರವಸೆ ನೀಡಿದರು. ಕಾಮಗಾರಿ ಈಗಾಗಲೇ ಪ್ರಗತಿಯಲ್ಲಿದ್ದು, ತಾಂತ್ರಿಕ ಸಮಿತಿ ವರದಿ ಆಧರಿಸಿ ಮುಂದುವರೆಸಲಾಗುವುದು. ರೈತರ ಹಿತ ಕಾಪಾಡುವುದು ನಮ್ಮ ಆದ್ಯತೆ. ಸಭೆಯಲ್ಲಿ ಎಲ್ಲಾ ಜನಪ್ರತಿನಿಧಿಗಳು ಭಾಗವಹಿಸಲಿದ್ದಾರೆ ಎಂದು ಹೇಳಿದರು.: [210, 1236, 615, 1404]
emblem-icon: ⚜: [979, 1878, 1021, 1920]
col-emd: ಇ.ಎಂ.ಡಿ ಮೊತ್ತ (ರೂ.ಗಳಲ್ಲಿ): [1396, 2041, 1509, 2070]
story8-headline: [969, 1531, 1520, 1637]
story8-text: ತಂದೆಯ ನಿರ್ಲಕ್ಷ್ಯದಿಂದ ಗೊಬ್ಬರದ ಗುಂಡಿಗೆ ಬಿದ್ದು ಎರಡು ವರ್ಷದ ಹೆಣ್ಣು ಮಗು ಸಾವನ್ನಪ್ಪಿರುವ ಘಟನೆ ನಡೆದಿದೆ. ಮನೆಯ ಹಿಂಭಾಗದಲ್ಲಿದ್ದ ಗೊಬ್ಬರದ ಗುಂಡಿಗೆ ಆಟವಾಡುತ್ತಿದ್ದ ಮಗು ಆಕಸ್ಮಿಕವಾಗಿ ಬಿದ್ದಿದೆ. ಸಾನ್ವಿ (2) ಮೃತ ಹೆಣ್ಣುಮಗು. ಮಗುವನ್ನು ಕೂಡಲೇ ಆಸ್ಪತ್ರೆಗೆ ಕೊಂಡೊಯ್ದರೂ ಪ್ರಯೋಜನವಾಗಲಿಲ್ಲ. ಘಟನಾ ಸ್ಥಳಕ್ಕೆ ಪೊಲೀಸರು ಭೇಟಿ ನೀಡಿ ಪರಿಶೀಲನೆ ನಡೆಸಿದರು. ಕುಟುಂಬಸ್ಥರ ಆಕ್ರಂದನ ಮುಗಿಲು ಮುಟ್ಟಿತ್ತು. ಗುಂಡಿಗೆ ರಕ್ಷಣಾ ಬೇಲಿ ಇಲ್ಲದ ಕಾರಣ ದುರಂತ ಸಂಭವಿಸಿದೆ. ಈ ಕುರಿತು ಪ್ರಕರಣ ದಾಖಲಾಗಿದೆ.: [1129, 1652, 1518, 1730]
sub-headline: ಜಿಲ್ಲಾಧಿಕಾರಿಯವರ ಸೂಚನೆ:: [200, 1839, 380, 1870]
story1-headline: ಚಾಮರಾಜನಗರಕ್ಕೆ ಸಾವಿರಾರು ವರ್ಷಗಳ ಇತಿಹಾಸವಿದೆ: [193, 97, 1015, 154]
cell-amount: 14.03: [1268, 2132, 1396, 2148]
page-number: 5: [1456, 0, 1498, 76]
cell-indent: DMA/2025-26/IND4806: [1016, 2148, 1268, 2164]
story4-body: [627, 638, 810, 1516]
dateline: ಬೆಂಗಳೂರು:: [1216, 165, 1261, 177]
story2-headline: [1216, 101, 1518, 147]
dateline: ಬೆಂಗಳೂರು:: [627, 640, 676, 654]
tender-contact: ದೂ : 0821-2970319, ಇಮೇಲ್: itstaff_ulb_kadakola@yahoo.com: [1116, 1909, 1422, 1920]
cell-emd: 2550: [1396, 2148, 1509, 2164]
continued-body-2: ಮಧ್ಯ ಪ್ರಾಚ್ಯದಲ್ಲಿ ಯುದ್ಧ ವಿರಾಮ ಘೋಷಿಸಿದ ಬೆನ್ನಲ್ಲೇ ಅಮೆರಿಕಾ ಅಧ್ಯಕ್ಷ ಡೊನಾಲ್ಡ್ ಟ್ರಂಪ್ ಮತ್ತೊಂದು ಘೋಷಣೆ ಮಾಡಿದ್ದಾರೆ. ಇರಾನ್ ಮತ್ತು ಇಸ್ರೇಲ್ ನಡುವಿನ ಸಂಘರ್ಷ ಕೊನೆಗೊಳಿಸಲು ಒಪ್ಪಂದ ಏರ್ಪಟ್ಟಿದೆ ಎಂದು ತಿಳಿಸಿದ್ದಾರೆ. 190 ಬಿಲಿಯನ್ ಡಾಲರ್ ವ್ಯಾಪಾರ ಒಪ್ಪಂದದ ಕುರಿತು ಮಾತುಕತೆ ನಡೆದಿದೆ. 2023ರ ವೇಳೆಗೆ 500 ಬಿಲಿಯನ್ ಡಾಲರ್ ತಲುಪುವ ಗುರಿ ಹೊಂದಲಾಗಿದೆ.: [388, 1893, 574, 2044]
story6-body-b: [200, 1564, 380, 2131]
tender-title-main: ಟೆಂಡರ್ ಪ್ರಕಟಣೆ: [1104, 1943, 1181, 1959]
metro-body: ಈ ವಿಸ್ತರಣೆಯಲ್ಲಿ 12 ಅಂಡರ್ ಗ್ರೌಂಡ್ ಮೆಟ್ರೋ ಸ್ಟೇಷನ್ ಮತ್ತು ಆರು ಎಲಿವೇಟೆಡ್ ಸ್ಟೇಷನ್‌ಗಳು ಇರಲಿವೆ. ಕಾಳೇನ ಅಗ್ರಹಾರದಿಂದ ನಾಗವಾರದವರೆಗೆ ಸಂಪರ್ಕ ಕಲ್ಪಿಸಲಾಗುತ್ತದೆ. ಮೆಟ್ರೋ ರೈಲುಗಳು ಸಂಚಾರ ಆರಂಭಿಸಲಿವೆ.: [581, 1865, 767, 1948]
story6-body: ಮಲೆನಾಡು ಜಿಲ್ಲೆಯಲ್ಲಿ ಭಾರಿ ಮಳೆಯಾಗುತ್ತಿದ್ದು, ಚಿಕ್ಕಮಗಳೂರು ಜಿಲ್ಲೆಯ ವಿವಿಧೆಡೆ ಭೂಕುಸಿತ ಸಂಭವಿಸಿದೆ. ಮಲೆನಾಡಿನ ಕಾಫಿತೋಟಗಳಲ್ಲಿ ಮಣ್ಣು ಕುಸಿದಿದ್ದು, ರಸ್ತೆ ಸಂಚಾರಕ್ಕೆ ಅಡ್ಡಿಯಾಗಿದೆ. ಹಲವೆಡೆ ಮರಗಳು ಧರೆಗುರುಳಿದ್ದು, ವಿದ್ಯುತ್ ಸಂಪರ್ಕ ಕಡಿತಗೊಂಡಿದೆ. ಜಿಲ್ಲಾಡಳಿತ ಮುನ್ನೆಚ್ಚರಿಕಾ ಕ್ರಮ ಕೈಗೊಂಡಿದ್ದು, ನದಿ ತೀರದ ಜನರಿಗೆ ಎಚ್ಚರಿಕೆ ನೀಡಲಾಗಿದೆ. ಶೃಂಗೇರಿ, ಕೊಪ್ಪ, ಮೂಡಿಗೆರೆ ತಾಲ್ಲೂಕುಗಳಲ್ಲಿ ಶಾಲೆಗಳಿಗೆ ರಜೆ ಘೋಷಿಸಲಾಗಿದೆ. ತುಂಗಾ, ಭದ್ರಾ ನದಿಗಳು ತುಂಬಿ ಹರಿಯುತ್ತಿವೆ. ಚಾರ್ಮಾಡಿ ಘಾಟ್‌ನಲ್ಲಿ ವಾಹನ ಸಂಚಾರ ನಿಯಂತ್ರಿಸಲಾಗಿದೆ. ಅಧಿಕಾರಿಗಳು ಸ್ಥಳಕ್ಕೆ ಭೇಟಿ ನೀಡಿ ಪರಿಶೀಲನೆ ನಡೆಸಿದರು. ಸಂತ್ರಸ್ತರಿಗೆ ತಾತ್ಕಾಲಿಕ ಪರಿಹಾರ ವ್ಯವಸ್ಥೆ ಮಾಡಲಾಗಿದೆ. ಹವಾಮಾನ ಇಲಾಖೆ ಮುಂದಿನ ದಿನಗಳಲ್ಲಿ ಮತ್ತಷ್ಟು ಮಳೆಯ ಮುನ್ಸೂಚನೆ ನೀಡಿದೆ.: [8, 1565, 194, 1836]
cell-amount: 3.53: [1268, 2087, 1396, 2103]
story3-headline-line1: ರಾಜಕೀಯ ಬದಲಾವಣೆಯ: [99, 519, 519, 576]
dateline: ಬೆಂಗಳೂರು:: [8, 1045, 57, 1059]
tender-title-sub: (ಇ-ಪ್ರೊಕ್ಯೂರ್‌ಮೆಂಟ್ ಪೋರ್ಟಲ್ ಮೂಲಕ): [1185, 1943, 1385, 1959]
story3-body: [8, 638, 613, 996]
story2b-text: ಚಿನ್ನಸ್ವಾಮಿ ಕ್ರೀಡಾಂಗಣದ ಬಳಿ ಸಂಭವಿಸಿದ ಕಾಲ್ತುಳಿತ ಪ್ರಕರಣಕ್ಕೆ ಸಂಬಂಧಿಸಿದಂತೆ ಅಮಾನತುಗೊಂಡಿರುವ ಐಪಿಎಸ್ ಅಧಿಕಾರಿ ದಯಾನಂದ್ ಅವರು ನ್ಯಾಯಾಂಗ ತನಿಖಾ ಆಯೋಗದ ಮುಂದೆ ವಿಚಾರಣೆಗೆ ಹಾಜರಾದರು. ಆರ್‌ಸಿಬಿ ವಿಜಯೋತ್ಸವದ ಸಂದರ್ಭದಲ್ಲಿ ನಡೆದ ದುರಂತದಲ್ಲಿ ಹನ್ನೊಂದು ಮಂದಿ ಸಾವನ್ನಪ್ಪಿದ್ದರು. ಘಟನೆಯ ಬಗ್ಗೆ ಆಯೋಗವು ವಿವರವಾದ ಮಾಹಿತಿ ಪಡೆದುಕೊಂಡಿದೆ. ಭದ್ರತಾ ವ್ಯವಸ್ಥೆ, ಪೊಲೀಸ್ ಸಿಬ್ಬಂದಿ ನಿಯೋಜನೆ ಹಾಗೂ ಅನುಮತಿ ಪ್ರಕ್ರಿಯೆ ಕುರಿತು ಪ್ರಶ್ನಿಸಲಾಯಿತು. ಅಧಿಕಾರಿಗಳು ತಮ್ಮ ಹೇಳಿಕೆಗಳನ್ನು ದಾಖಲಿಸಿದರು. ತನಿಖೆ ಮುಂದುವರಿದಿದ್ದು, ವರದಿಯನ್ನು ಸರ್ಕಾರಕ್ಕೆ ಸಲ್ಲಿಸಲಾಗುವುದು. ಸಂತ್ರಸ್ತರ ಕುಟುಂಬಗಳಿಗೆ ಪರಿಹಾರ ಘೋಷಿಸಲಾಗಿದೆ. ಪ್ರಕರಣದ ಕುರಿತು ಹಲವು ಅಧಿಕಾರಿಗಳ ವಿಚಾರಣೆ ನಡೆಸಲಾಗಿದೆ.: [1216, 1011, 1518, 1154]
box-title-line1: ಆರ್. ಅಶೋಕ್: [965, 891, 1055, 911]
story8-headline-line1: ಗೊಬ್ಬರದ ಗುಂಡಿಗೆ ಬಿದ್ದು: [1074, 1533, 1415, 1582]
issue-date: 26.6.2025: [1304, 68, 1376, 85]
divider: [1208, 93, 1209, 1522]
story2b-headline-line3: ಅಧಿಕಾರಿ ದಯಾನಂದ್: [1216, 969, 1363, 994]
brand-part1: ಸಂಜೆ: [1227, 6, 1277, 40]
cell-amount: 10.50: [1268, 2103, 1396, 2132]
story2-headline-line1: ನಾನು ಎಲ್ಲಾ ಶಾಸಕರ ಕೈಗೆ ಸಿಕ್ತೇನೆ,: [1216, 100, 1445, 124]
story6b-body: [8, 2215, 194, 2401]
photo-child: [970, 1651, 1123, 1845]
cell-emd: 26250: [1396, 2103, 1509, 2132]
newspaper-brand: [1227, 6, 1405, 41]
story5-body: [8, 1044, 203, 1517]
tender-notice: [969, 1870, 1520, 2403]
story4-headline: [626, 519, 1202, 631]
cell-emd: 8825: [1396, 2087, 1509, 2103]
continued-headline: ಟ್ರಂಪ್ ಘೋಷಣೆ: [388, 1860, 501, 1883]
divider: [619, 519, 621, 1520]
